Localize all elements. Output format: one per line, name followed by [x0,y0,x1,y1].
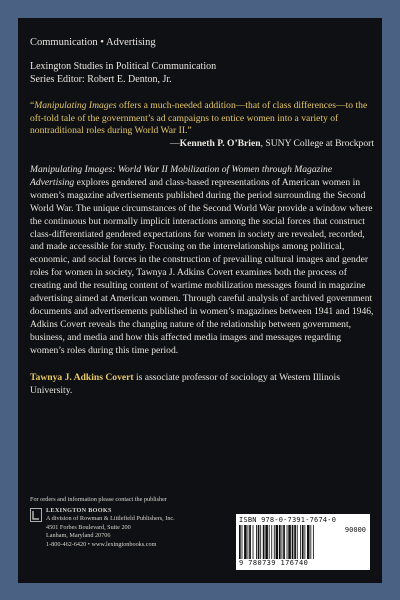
barcode-bar [263,525,265,559]
barcode-bar [256,525,257,559]
description-book-title: Manipulating Images: World War II Mobilization of Women through Magazine Advertising [30,164,333,188]
back-cover-panel [18,18,382,583]
author-bio-text: is associate professor of sociology at Western Illinois University. [30,371,340,396]
barcode-bar [307,525,310,559]
publisher-block [30,507,240,550]
publisher-address-line-2: Lanham, Maryland 20706 [46,532,111,540]
subject-categories: Communication • Advertising [30,37,156,48]
barcode-bar [269,525,270,559]
author-name: Tawnya J. Adkins Covert [30,371,134,383]
barcode-bar [283,525,285,559]
description-body: explores gendered and class-based representations of American women in women’s magazine advertisements published during the period surrounding the Second World War. The unique circumstances of the Second World War provide a window where the continuous but normally implicit interactions among the social forces that construct class-differentiated gendered expectations for women in society are revealed, recorded, and made accessible for study. Focusing on the interrelationships among political, economic, and social forces in the construction of prevailing cultural images and gender roles for women in society, Tawnya J. Adkins Covert examines both the process of creating and the resulting content of wartime mobilization messages found in magazine advertising aimed at American women. Through careful analysis of archived government documents and advertisements published in women’s magazines between 1941 and 1946, Adkins Covert reveals the changing nature of the relationship between government, business, and media and how this affected media images and messages regarding women’s roles during this time period. [30,176,374,356]
publisher-name: LEXINGTON BOOKS [46,506,112,514]
publisher-division: A division of Rowman & Littlefield Publishers, Inc. [46,515,175,523]
barcode-bars [239,525,335,559]
publisher-address-block [46,507,175,550]
price-code: 90000 [344,526,366,534]
barcode-bar [244,525,247,559]
quote-book-title: Manipulating Images [34,100,117,111]
book-description [30,164,374,358]
barcode-bar [297,525,298,559]
quote-text: offers a much-needed addition—that of class differences—to the oft-told tale of the government’s ad campaigns to entice women into a variety of nontraditional roles during World War II.” [30,100,368,136]
barcode-bar [242,525,243,559]
barcode-bar [288,525,291,559]
attribution-dash: — [170,137,180,149]
barcode-bar [310,525,311,559]
cover-text-block [30,36,374,397]
barcode-bar [302,525,304,559]
barcode-bar [300,525,301,559]
barcode-bar [260,525,261,559]
barcode-bar [276,525,279,559]
barcode-bar [292,525,294,559]
endorser-name: Kenneth P. O’Brien [179,137,261,149]
barcode-bar [287,525,288,559]
barcode-bar [304,525,305,559]
barcode-bar [248,525,249,559]
barcode-bar [258,525,260,559]
barcode-bar [253,525,254,559]
barcode-bar [279,525,281,559]
publisher-contact: 1-800-462-6420 • www.lexingtonbooks.com [46,540,157,548]
barcode-bar [294,525,296,559]
series-title: Lexington Studies in Political Communication [30,61,217,72]
publisher-address-line-1: 4501 Forbes Boulevard, Suite 200 [46,523,131,531]
publisher-info [30,496,240,550]
endorser-affiliation: , SUNY College at Brockport [260,137,374,149]
barcode-bar [265,525,268,559]
series-editor: Series Editor: Robert E. Denton, Jr. [30,73,172,85]
endorsement-quote [30,100,374,138]
barcode-bar [274,525,275,559]
series-info [30,61,374,86]
barcode-bar [249,525,251,559]
endorsement-attribution [30,138,374,151]
quote-open-mark: “ [30,100,35,111]
orders-line: For orders and information please contact the publisher [30,496,167,503]
ean-number: 9 780739 176740 [239,559,309,567]
isbn-barcode [236,514,370,570]
author-bio [30,372,374,398]
barcode-bar [282,525,283,559]
barcode-bar [313,525,314,559]
isbn-number: ISBN 978-0-7391-7674-0 [239,516,337,524]
publisher-logo-icon [30,508,42,522]
barcode-bar [271,525,272,559]
barcode-bar [239,525,241,559]
